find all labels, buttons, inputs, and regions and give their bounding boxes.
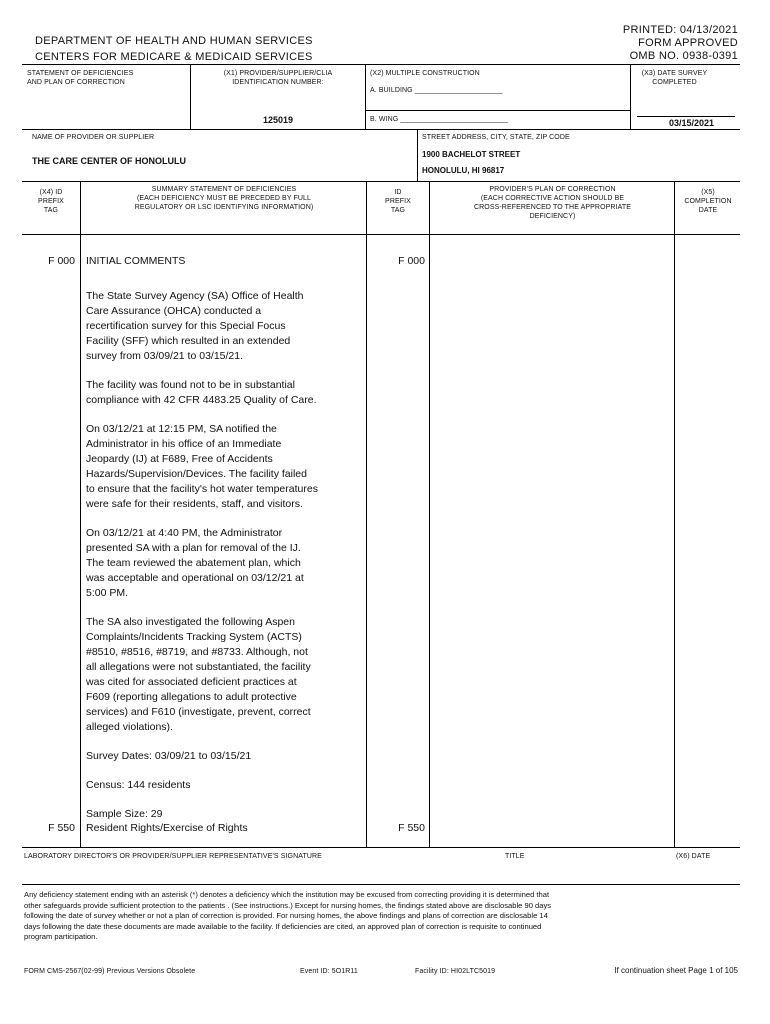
paragraph: On 03/12/21 at 4:40 PM, the Administrator presented SA with a plan for removal of the IJ. The team reviewed the abatement plan, which was acceptable and operational on 03/12/21 at 5:00 PM. [86, 527, 304, 599]
col-plan-header: PROVIDER'S PLAN OF CORRECTION (EACH CORRECTIVE ACTION SHOULD BE CROSS-REFERENCED TO THE APPROPRIATE DEFICIENCY) [473, 186, 631, 220]
footer-page-number: If continuation sheet Page 1 of 105 [614, 966, 738, 975]
statement-label: STATEMENT OF DEFICIENCIES AND PLAN OF CORRECTION [27, 70, 134, 86]
paragraph: Survey Dates: 03/09/21 to 03/15/21 [86, 750, 252, 762]
rule [366, 181, 367, 847]
tag-f000-left: F 000 [48, 255, 75, 267]
rule [22, 884, 740, 885]
rule [22, 64, 740, 65]
department-title: DEPARTMENT OF HEALTH AND HUMAN SERVICES [35, 35, 313, 47]
cms-title: CENTERS FOR MEDICARE & MEDICAID SERVICES [35, 51, 313, 63]
tag-f000-right: F 000 [398, 255, 425, 267]
x2-label: (X2) MULTIPLE CONSTRUCTION [370, 70, 480, 77]
col-x4-header: (X4) ID PREFIX TAG [38, 189, 64, 214]
footer-form-number: FORM CMS-2567(02-99) Previous Versions Obsolete [24, 968, 196, 975]
paragraph: On 03/12/21 at 12:15 PM, SA notified the Administrator in his office of an Immediate Jeopardy (IJ) at F689, Free of Accidents Hazards/Supervision/Devices. The facility failed to ensure that the facility's hot water temperatures were safe for their residents, staff, and visitors. [86, 423, 318, 510]
col-summary-header: SUMMARY STATEMENT OF DEFICIENCIES (EACH DEFICIENCY MUST BE PRECEDED BY FULL REGULATORY OR LSC IDENTIFYING INFORMATION) [134, 186, 314, 211]
street-line-2: HONOLULU, HI 96817 [422, 166, 505, 175]
x6-date-label: (X6) DATE [676, 853, 711, 860]
x2-wing: B. WING ___________________________ [370, 116, 509, 123]
printed-date: PRINTED: 04/13/2021 [622, 24, 738, 36]
disclaimer-text: Any deficiency statement ending with an asterisk (*) denotes a deficiency which the institution may be excused from correcting providing it is determined that other safeguards provide sufficient protection to the patients . (See instructions.) Except for nursing homes, the findings stated above are disclosable 90 days following the date of survey whether or not a plan of correction is provided. For nursing homes, the above findings and plans of correction are disclosable 14 days following the date these documents are made available to the facility. If deficiencies are cited, an approved plan of correction is requisite to continued program participation. [24, 890, 552, 942]
street-address-label: STREET ADDRESS, CITY, STATE, ZIP CODE [422, 134, 570, 141]
street-line-1: 1900 BACHELOT STREET [422, 150, 521, 159]
f550-title: Resident Rights/Exercise of Rights [86, 822, 248, 834]
x2-building: A. BUILDING ______________________ [370, 87, 503, 94]
x1-label: (X1) PROVIDER/SUPPLIER/CLIA IDENTIFICATION NUMBER: [223, 70, 333, 86]
rule [630, 64, 631, 129]
paragraph: The SA also investigated the following Aspen Complaints/Incidents Tracking System (ACTS) #8510, #8516, #8719, and #8733. Although, not all allegations were not substantiated, the facility was cited for associated deficient practices at F609 (reporting allegations to adult protective services) and F610 (investigate, prevent, correct alleged violations). [86, 616, 311, 733]
rule [674, 181, 675, 847]
paragraph: Census: 144 residents [86, 779, 191, 791]
footer-event-id: Event ID: 5O1R11 [300, 968, 358, 975]
tag-f550-left: F 550 [48, 822, 75, 834]
form-approved: FORM APPROVED [638, 37, 738, 49]
col-id-header: ID PREFIX TAG [385, 189, 411, 214]
date-rule [637, 116, 735, 117]
initial-comments-title: INITIAL COMMENTS [86, 255, 186, 267]
survey-completed-date: 03/15/2021 [668, 118, 714, 128]
rule [22, 847, 740, 848]
provider-name: THE CARE CENTER OF HONOLULU [32, 156, 186, 166]
provider-name-label: NAME OF PROVIDER OR SUPPLIER [32, 134, 155, 141]
comments-body [86, 289, 364, 822]
rule [22, 234, 740, 235]
rule [417, 129, 418, 181]
rule [190, 64, 191, 129]
rule [365, 64, 366, 129]
signature-label: LABORATORY DIRECTOR'S OR PROVIDER/SUPPLIER REPRESENTATIVE'S SIGNATURE [24, 853, 322, 860]
x3-label: (X3) DATE SURVEY COMPLETED [641, 70, 708, 86]
rule [22, 181, 740, 182]
paragraph: The facility was found not to be in substantial compliance with 42 CFR 4483.25 Quality of Care. [86, 379, 317, 406]
rule [22, 129, 740, 130]
col-x5-header: (X5) COMPLETION DATE [684, 189, 732, 214]
footer-facility-id: Facility ID: HI02LTC5019 [415, 968, 496, 975]
title-label: TITLE [505, 853, 525, 860]
rule [80, 181, 81, 847]
paragraph: Sample Size: 29 [86, 808, 163, 820]
provider-id-number: 125019 [262, 115, 294, 125]
omb-number: OMB NO. 0938-0391 [629, 50, 738, 62]
tag-f550-right: F 550 [398, 822, 425, 834]
paragraph: The State Survey Agency (SA) Office of Health Care Assurance (OHCA) conducted a recertification survey for this Special Focus Facility (SFF) which resulted in an extended survey from 03/09/21 to 03/15/21. [86, 290, 304, 362]
rule [429, 181, 430, 847]
rule [365, 110, 630, 111]
